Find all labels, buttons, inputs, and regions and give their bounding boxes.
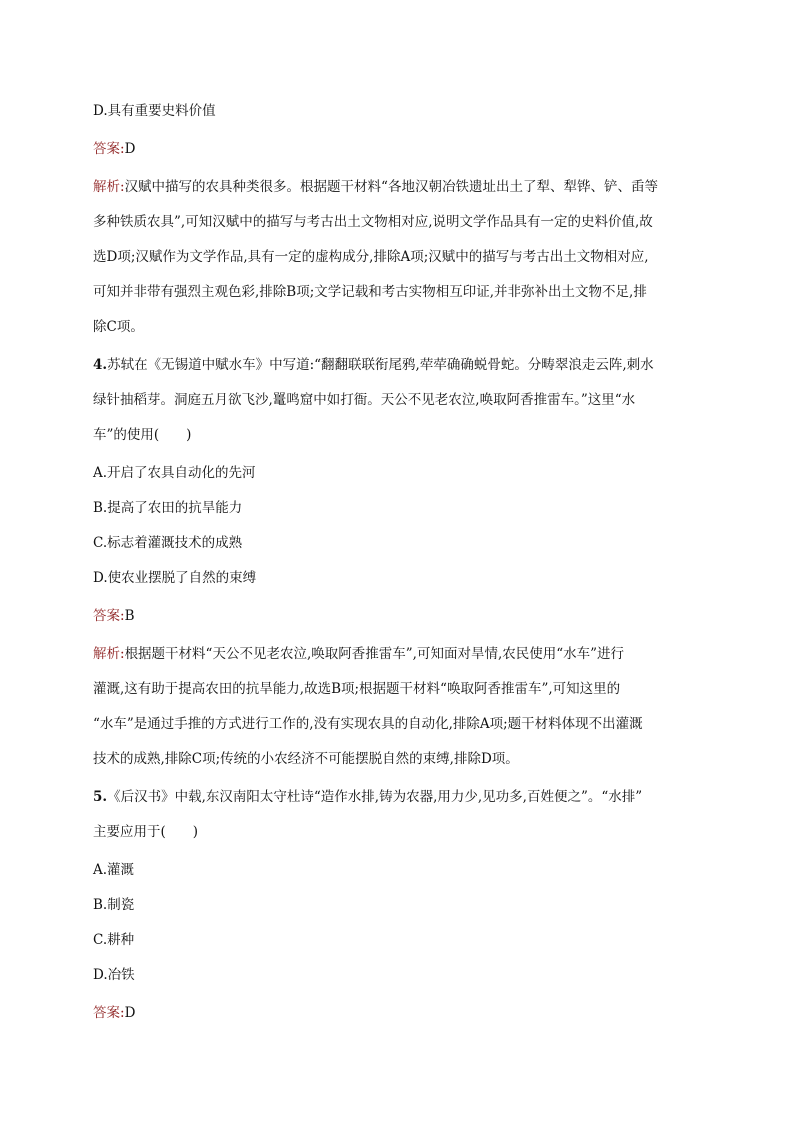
analysis-label: 解析: <box>93 646 125 662</box>
stem-line: 《后汉书》中载,东汉南阳太守杜诗“造作水排,铸为农器,用力少,见功多,百姓便之”。“水排” <box>107 789 643 805</box>
option-a: A.灌溉 <box>93 862 135 878</box>
stem-line: 车”的使用( ) <box>93 427 192 443</box>
analysis-line: 技术的成熟,排除C项;传统的小农经济不可能摆脱自然的束缚,排除D项。 <box>93 751 519 767</box>
analysis-line: 选D项;汉赋作为文学作品,具有一定的虚构成分,排除A项;汉赋中的描写与考古出土文物相对应, <box>93 249 649 265</box>
question-number: 5. <box>93 789 108 805</box>
analysis-line: “水车”是通过手推的方式进行工作的,没有实现农具的自动化,排除A项;题干材料体现不出灌溉 <box>93 716 643 732</box>
answer-value: D <box>124 1005 136 1021</box>
question-number: 4. <box>93 357 108 373</box>
option-b: B.提高了农田的抗旱能力 <box>93 500 243 516</box>
q3-option-d: D.具有重要史料价值 <box>93 103 216 119</box>
answer-value: B <box>124 608 135 624</box>
q4-answer <box>93 608 705 624</box>
stem-line: 苏轼在《无锡道中赋水车》中写道:“翻翻联联衔尾鸦,荦荦确确蜕骨蛇。分畴翠浪走云阵,刺水 <box>107 357 654 373</box>
option-b: B.制瓷 <box>93 897 135 913</box>
analysis-line: 灌溉,这有助于提高农田的抗旱能力,故选B项;根据题干材料“唤取阿香推雷车”,可知这里的 <box>93 681 621 697</box>
q3-analysis <box>93 179 705 335</box>
answer-label: 答案: <box>93 608 125 624</box>
stem-line: 主要应用于( ) <box>93 824 199 840</box>
answer-label: 答案: <box>93 141 125 157</box>
analysis-line: 可知并非带有强烈主观色彩,排除B项;文学记载和考古实物相互印证,并非弥补出土文物不足,排 <box>93 284 647 300</box>
analysis-line: 多种铁质农具”,可知汉赋中的描写与考古出土文物相对应,说明文学作品具有一定的史料价值,故 <box>93 214 653 230</box>
q4-stem <box>93 357 705 443</box>
q4-analysis <box>93 646 705 767</box>
analysis-line: 除C项。 <box>93 319 144 335</box>
analysis-line: 根据题干材料“天公不见老农泣,唤取阿香推雷车”,可知面对旱情,农民使用“水车”进行 <box>124 646 625 662</box>
document-page <box>93 103 705 1021</box>
answer-value: D <box>124 141 136 157</box>
q5-answer <box>93 1005 705 1021</box>
option-d: D.使农业摆脱了自然的束缚 <box>93 570 257 586</box>
q5-options <box>93 862 705 983</box>
analysis-label: 解析: <box>93 179 125 195</box>
option-a: A.开启了农具自动化的先河 <box>93 465 256 481</box>
q3-answer <box>93 141 705 157</box>
analysis-line: 汉赋中描写的农具种类很多。根据题干材料“各地汉朝冶铁遗址出土了犁、犁铧、铲、臿等 <box>124 179 658 195</box>
stem-line: 绿针抽稻芽。洞庭五月欲飞沙,鼍鸣窟中如打衙。天公不见老农泣,唤取阿香推雷车。”这里“水 <box>93 392 636 408</box>
q5-stem <box>93 789 705 840</box>
option-d: D.冶铁 <box>93 967 135 983</box>
answer-label: 答案: <box>93 1005 125 1021</box>
option-c: C.耕种 <box>93 932 135 948</box>
option-c: C.标志着灌溉技术的成熟 <box>93 535 243 551</box>
q4-options <box>93 465 705 586</box>
